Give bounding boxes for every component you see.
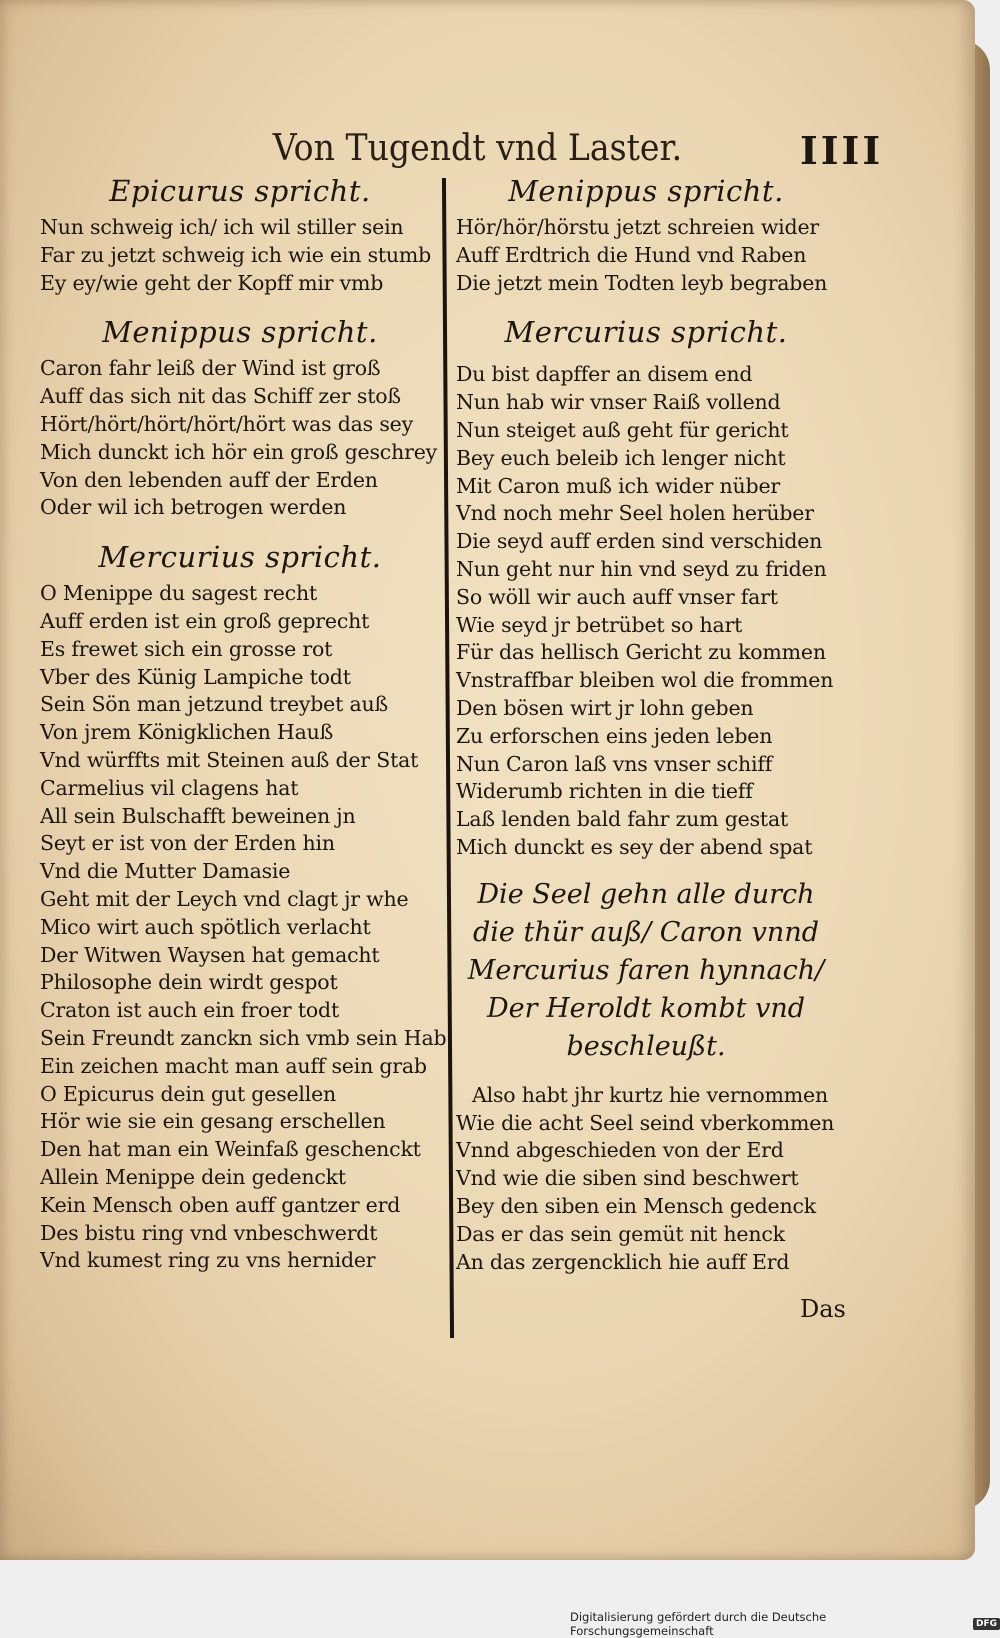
- verse-line: Vnd kumest ring zu vns hernider: [40, 1248, 376, 1273]
- verse-line: Bey euch beleib ich lenger nicht: [456, 445, 786, 470]
- footer: [570, 1610, 1000, 1638]
- verse-line: Seyt er ist von der Erden hin: [40, 831, 335, 856]
- verse-line: Es frewet sich ein grosse rot: [40, 636, 333, 661]
- verse-line: Nun steiget auß geht für gericht: [456, 417, 789, 442]
- verse-line: Ey ey/wie geht der Kopff mir vmb: [40, 270, 384, 295]
- stage-direction: Die Seel gehn alle durch die thür auß/ Caron vnnd Mercurius faren hynnach/ Der Heroldt kombt vnd beschleußt.: [467, 878, 825, 1062]
- verse-line: Den hat man ein Weinfaß geschenckt: [40, 1137, 421, 1162]
- verse-line: All sein Bulschafft beweinen jn: [40, 803, 356, 828]
- left-column: [40, 170, 447, 1275]
- speaker-heading: Mercurius spricht.: [98, 540, 382, 575]
- right-column: [456, 170, 836, 1276]
- verse-line: Far zu jetzt schweig ich wie ein stumb: [40, 242, 432, 267]
- verse-line: Wie seyd jr betrübet so hart: [456, 612, 743, 637]
- verse-line: Auff Erdtrich die Hund vnd Raben: [456, 242, 807, 267]
- speaker-heading: Epicurus spricht.: [109, 174, 371, 208]
- speaker-heading: Menippus spricht.: [508, 174, 784, 208]
- verse-line: Für das hellisch Gericht zu kommen: [456, 640, 826, 665]
- running-head: [255, 128, 875, 169]
- verse-line: Hör/hör/hörstu jetzt schreien wider: [456, 215, 819, 239]
- folio-number: IIII: [800, 128, 884, 173]
- footer-credit: Digitalisierung gefördert durch die Deutsche Forschungsgemeinschaft: [570, 1610, 827, 1638]
- verse-line: Mich dunckt es sey der abend spat: [456, 834, 813, 859]
- verse-line: Widerumb richten in die tieff: [456, 779, 753, 804]
- verse-line: Caron fahr leiß der Wind ist groß: [40, 356, 381, 381]
- verse-line: Vnd noch mehr Seel holen herüber: [456, 501, 814, 526]
- verse-line: Also habt jhr kurtz hie vernommen: [472, 1082, 828, 1107]
- verse-line: Den bösen wirt jr lohn geben: [456, 695, 754, 720]
- running-title: Von Tugendt vnd Laster.: [272, 128, 683, 169]
- verse-line: Sein Freundt zanckn sich vmb sein Hab: [40, 1025, 447, 1050]
- verse-line: Des bistu ring vnd vnbeschwerdt: [40, 1220, 378, 1245]
- verse-line: Zu erforschen eins jeden leben: [456, 723, 773, 748]
- verse-line: Wie die acht Seel seind vberkommen: [456, 1110, 835, 1135]
- verse-line: Carmelius vil clagens hat: [40, 775, 299, 800]
- verse-line: Kein Mensch oben auff gantzer erd: [40, 1192, 401, 1217]
- verse-line: So wöll wir auch auff vnser fart: [456, 584, 778, 609]
- verse-line: Das er das sein gemüt nit henck: [456, 1221, 785, 1246]
- verse-line: Die seyd auff erden sind verschiden: [456, 529, 823, 554]
- verse-line: Auff das sich nit das Schiff zer stoß: [40, 384, 401, 409]
- verse-line: O Epicurus dein gut gesellen: [40, 1081, 337, 1106]
- verse-line: Vnd wie die siben sind beschwert: [456, 1166, 799, 1191]
- verse-line: Mich dunckt ich hör ein groß geschrey: [40, 439, 438, 464]
- dfg-logo: DFG: [973, 1618, 1000, 1630]
- verse-line: An das zergencklich hie auff Erd: [456, 1249, 790, 1274]
- verse-line: Mit Caron muß ich wider nüber: [456, 473, 781, 498]
- verse-line: O Menippe du sagest recht: [40, 581, 318, 606]
- verse-line: Bey den siben ein Mensch gedenck: [456, 1193, 816, 1218]
- verse-line: Oder wil ich betrogen werden: [40, 495, 347, 520]
- verse-line: Hör wie sie ein gesang erschellen: [40, 1109, 386, 1134]
- verse-line: Von jrem Königklichen Hauß: [40, 720, 334, 745]
- verse-line: Vnnd abgeschieden von der Erd: [456, 1138, 784, 1163]
- verse-line: Die jetzt mein Todten leyb begraben: [456, 270, 828, 295]
- verse-line: Von den lebenden auff der Erden: [40, 467, 378, 492]
- verse-line: Sein Sön man jetzund treybet auß: [40, 692, 388, 717]
- speaker-heading: Mercurius spricht.: [504, 315, 788, 350]
- verse-line: Mico wirt auch spötlich verlacht: [40, 914, 371, 939]
- verse-line: Vnstraffbar bleiben wol die frommen: [456, 668, 834, 693]
- verse-line: Nun schweig ich/ ich wil stiller sein: [40, 215, 404, 239]
- verse-line: Philosophe dein wirdt gespot: [40, 970, 338, 995]
- verse-line: Der Witwen Waysen hat gemacht: [40, 942, 380, 967]
- verse-line: Nun hab wir vnser Raiß vollend: [456, 390, 781, 415]
- verse-line: Nun geht nur hin vnd seyd zu friden: [456, 556, 827, 581]
- catchword: Das: [800, 1295, 846, 1323]
- verse-line: Ein zeichen macht man auff sein grab: [40, 1053, 427, 1078]
- verse-line: Nun Caron laß vns vnser schiff: [456, 751, 773, 776]
- speaker-heading: Menippus spricht.: [102, 315, 378, 350]
- verse-line: Vnd würffts mit Steinen auß der Stat: [40, 747, 419, 772]
- verse-line: Allein Menippe dein gedenckt: [40, 1164, 346, 1189]
- column-divider: [442, 178, 454, 1338]
- verse-line: Hört/hört/hört/hört/hört was das sey: [40, 411, 413, 436]
- verse-line: Craton ist auch ein froer todt: [40, 998, 339, 1023]
- verse-line: Vnd die Mutter Damasie: [40, 859, 291, 884]
- verse-line: Auff erden ist ein groß geprecht: [40, 608, 370, 633]
- verse-line: Du bist dapffer an disem end: [456, 362, 753, 387]
- verse-line: Laß lenden bald fahr zum gestat: [456, 807, 789, 832]
- verse-line: Vber des Künig Lampiche todt: [40, 664, 351, 689]
- verse-line: Geht mit der Leych vnd clagt jr whe: [40, 886, 409, 911]
